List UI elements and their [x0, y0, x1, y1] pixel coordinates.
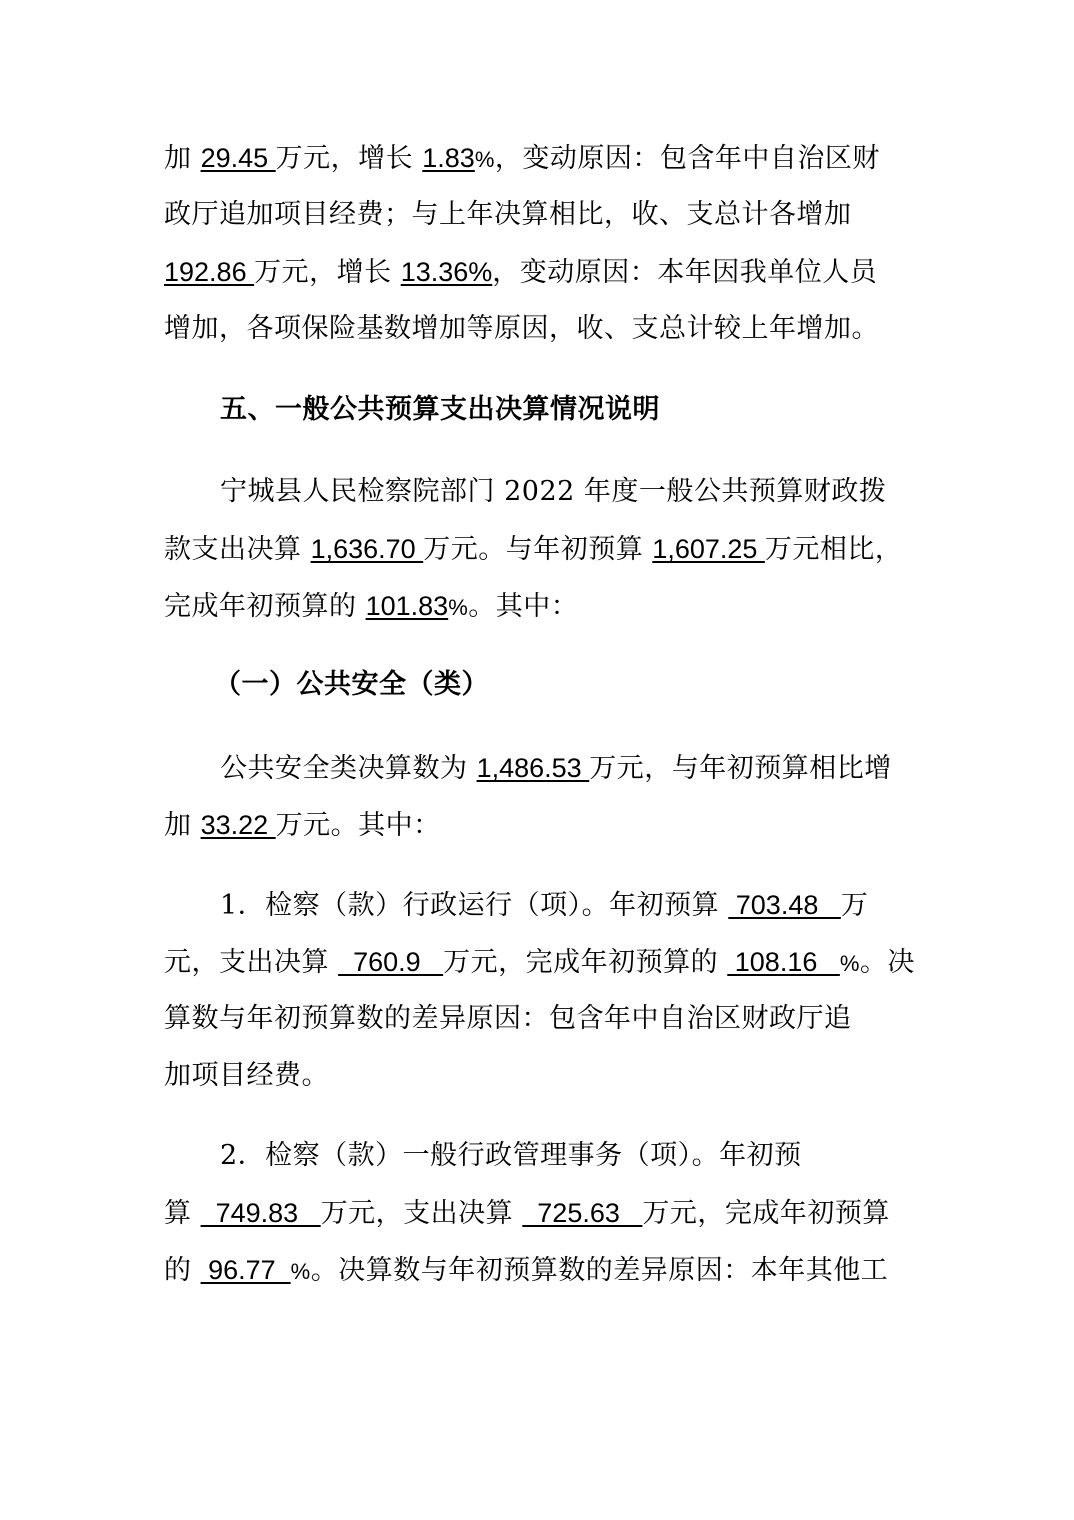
percent-value: 108.16: [727, 947, 840, 977]
text-line: [220, 1138, 802, 1174]
percent-sign: %: [474, 147, 495, 172]
amount-value: 33.22: [200, 810, 276, 840]
text: 元，支出决算: [164, 947, 339, 978]
amount-value: 1,636.70: [310, 534, 424, 564]
text-line: [220, 887, 868, 924]
text-line: [164, 1058, 329, 1094]
text-line: [220, 750, 892, 787]
text: 完成年初预算的: [164, 591, 366, 622]
text: 。决: [859, 947, 915, 978]
text: 宁城县人民检察院部门 2022 年度一般公共预算财政拨: [220, 476, 887, 507]
text: 算: [164, 1198, 201, 1229]
percent-sign: %: [290, 1259, 311, 1284]
amount-value: 703.48: [728, 890, 841, 920]
text: 万元，增长: [254, 257, 401, 288]
text-line: [164, 944, 915, 982]
percent-value: 96.77: [200, 1255, 291, 1285]
text: 算数与年初预算数的差异原因：包含年中自治区财政厅追: [164, 1003, 852, 1034]
text-line: [164, 1001, 852, 1037]
text: 万元，完成年初预算的: [443, 947, 728, 978]
section-heading: 五、一般公共预算支出决算情况说明: [220, 394, 660, 425]
amount-value: 760.9: [338, 947, 444, 977]
text: ，变动原因：本年因我单位人员: [492, 257, 878, 288]
amount-value: 749.83: [200, 1198, 321, 1228]
text: 万元，支出决算: [320, 1198, 523, 1229]
text: 万元。与年初预算: [423, 534, 653, 565]
text: 1．检察（款）行政运行（项）。年初预算: [220, 890, 729, 921]
text-line: [220, 474, 886, 510]
percent-sign: %: [448, 595, 469, 620]
text: 万元，完成年初预算: [642, 1198, 890, 1229]
amount-value: 192.86: [164, 257, 255, 287]
percent-sign: %: [839, 951, 860, 976]
text: 万元，增长: [275, 143, 423, 174]
text: ，变动原因：包含年中自治区财: [494, 143, 880, 174]
amount-value: 1,607.25: [652, 534, 765, 564]
text: 万: [840, 890, 869, 921]
text: 万元相比，: [764, 534, 903, 565]
text-line: [164, 807, 441, 844]
amount-value: 725.63: [522, 1198, 643, 1228]
subsection-heading: （一）公共安全（类）: [214, 669, 489, 700]
text: 的: [164, 1255, 201, 1286]
text: 政厅追加项目经费；与上年决算相比，收、支总计各增加: [164, 199, 852, 230]
percent-value: 101.83: [365, 591, 449, 621]
text: 款支出决算: [164, 534, 311, 565]
text-line: [164, 197, 852, 233]
text: 2．检察（款）一般行政管理事务（项）。年初预: [220, 1140, 802, 1171]
percent-value: 1.83: [422, 143, 475, 173]
text-line: [164, 1195, 890, 1232]
amount-value: 29.45: [200, 143, 276, 173]
text-line: [164, 531, 902, 568]
text: 加项目经费。: [164, 1060, 329, 1091]
amount-value: 1,486.53: [476, 753, 590, 783]
text-line: [164, 311, 879, 347]
text: 增加，各项保险基数增加等原因，收、支总计较上年增加。: [164, 313, 879, 344]
text-line: [164, 254, 877, 291]
text-line: [164, 140, 880, 178]
text-line: [164, 588, 578, 626]
text: 公共安全类决算数为: [220, 753, 477, 784]
percent-value: 13.36%: [400, 257, 493, 287]
text: 万元，与年初预算相比增: [589, 753, 892, 784]
text: 。其中：: [468, 591, 579, 622]
text: 万元。其中：: [275, 810, 441, 841]
text-line: [164, 1252, 888, 1290]
text: 加: [164, 143, 201, 174]
text: 。决算数与年初预算数的差异原因：本年其他工: [310, 1255, 889, 1286]
text: 加: [164, 810, 201, 841]
